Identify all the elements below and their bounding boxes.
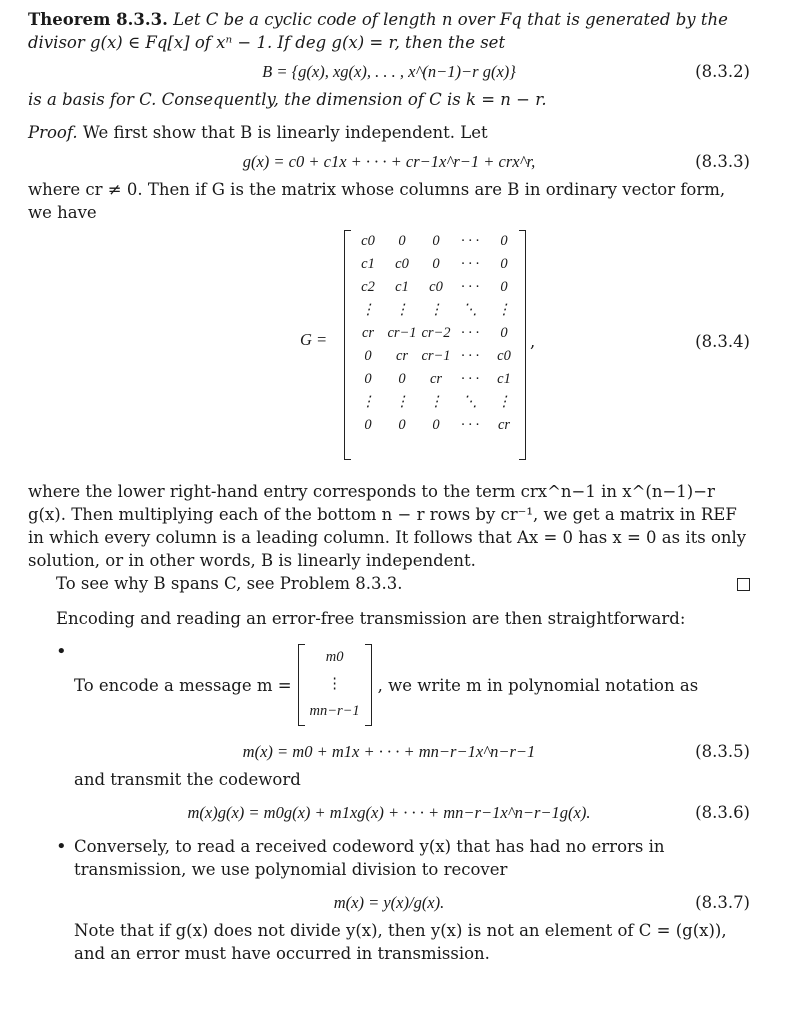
matrix-row: [351, 230, 521, 253]
matrix-cell: c1: [497, 371, 511, 387]
equation-8-3-5-number: (8.3.5): [695, 741, 750, 761]
matrix-cell: ⋱: [462, 302, 478, 318]
equation-8-3-4: [28, 230, 750, 480]
equation-8-3-5: [28, 734, 750, 768]
encoding-intro: Encoding and reading an error-free transmission are then straightforward:: [56, 609, 686, 628]
matrix-cell: cr: [361, 325, 375, 341]
equation-8-3-6: [28, 795, 750, 829]
matrix-cell: c2: [361, 279, 375, 295]
equation-8-3-6-body: m(x)g(x) = m0g(x) + m1xg(x) + · · · + mn−r−1x^n−r−1g(x).: [187, 802, 591, 822]
bullet-encode: [28, 640, 750, 730]
bullet-encode-lead: • To encode a message m =: [74, 675, 292, 695]
matrix-cell: ⋮: [428, 394, 444, 410]
theorem-text: Let C be a cyclic code of length n over Fq that is generated by the divisor g(x) ∈ Fq[x] of xⁿ − 1. If deg g(x) = r, then the set: [28, 10, 728, 52]
page: [28, 8, 750, 965]
equation-8-3-2: [28, 54, 750, 88]
equation-8-3-4-number: (8.3.4): [695, 332, 750, 351]
matrix-cell: · · ·: [460, 279, 480, 295]
equation-8-3-7: [28, 885, 750, 919]
proof-spans: [28, 572, 750, 595]
theorem-conclusion-text: is a basis for C. Consequently, the dimension of C is k = n − r.: [28, 90, 547, 109]
matrix-cell: ⋮: [496, 302, 512, 318]
matrix-cell: cr−1: [421, 348, 451, 364]
matrix-cell: c1: [395, 279, 409, 295]
matrix-cell: · · ·: [460, 256, 480, 272]
equation-8-3-7-body: m(x) = y(x)/g(x).: [333, 892, 445, 912]
matrix-cell: 0: [398, 233, 406, 249]
matrix-cell: 0: [364, 417, 372, 433]
matrix-row: [351, 414, 521, 437]
matrix-cell: ⋮: [428, 302, 444, 318]
matrix-cell: ⋮: [360, 302, 376, 318]
matrix-cell: cr: [395, 348, 409, 364]
transmit-text: and transmit the codeword: [74, 770, 301, 789]
matrix-row: [351, 276, 521, 299]
matrix-row: [351, 345, 521, 368]
matrix-cell: 0: [500, 279, 508, 295]
matrix-cell: c0: [429, 279, 443, 295]
matrix-cell: ⋮: [394, 394, 410, 410]
matrix-cell: c0: [361, 233, 375, 249]
matrix-cell: · · ·: [460, 348, 480, 364]
matrix-cell: · · ·: [460, 371, 480, 387]
matrix-cell: c1: [361, 256, 375, 272]
matrix-cell: 0: [398, 371, 406, 387]
bullet-encode-tail: , we write m in polynomial notation as: [377, 675, 699, 695]
matrix-G: [344, 230, 526, 460]
equation-8-3-6-number: (8.3.6): [695, 802, 750, 822]
matrix-cell: cr−1: [387, 325, 417, 341]
proof-spans-text: To see why B spans C, see Problem 8.3.3.: [56, 574, 403, 593]
matrix-row: [351, 391, 521, 414]
equation-8-3-2-body: B = {g(x), xg(x), . . . , x^(n−1)−r g(x)}: [262, 61, 516, 81]
proof-after-matrix: where the lower right-hand entry corresponds to the term crx^n−1 in x^(n−1)−r g(x). Then multiplying each of the bottom n − r rows by cr⁻¹, we get a matrix in REF in which every column is a leading column. It follows that Ax = 0 has x = 0 as its only solution, or in other words, B is linearly independent.: [28, 482, 747, 570]
matrix-cell: 0: [500, 233, 508, 249]
theorem-statement: [28, 8, 750, 54]
vector-entry: mn−r−1: [309, 703, 360, 719]
matrix-table: [351, 230, 521, 437]
matrix-cell: 0: [500, 325, 508, 341]
matrix-cell: · · ·: [460, 417, 480, 433]
matrix-cell: ⋮: [360, 394, 376, 410]
matrix-cell: cr−2: [421, 325, 451, 341]
matrix-cell: 0: [432, 233, 440, 249]
note-text: Note that if g(x) does not divide y(x), then y(x) is not an element of C = (g(x)), and an error must have occurred in transmission.: [74, 921, 727, 963]
matrix-cell: · · ·: [460, 233, 480, 249]
matrix-cell: ⋱: [462, 394, 478, 410]
proof-intro: [28, 121, 750, 144]
matrix-cell: 0: [364, 348, 372, 364]
matrix-cell: 0: [398, 417, 406, 433]
matrix-row: [351, 322, 521, 345]
matrix-cell: 0: [432, 256, 440, 272]
matrix-cell: 0: [364, 371, 372, 387]
theorem-label: Theorem 8.3.3.: [28, 10, 168, 29]
proof-intro-text: We first show that B is linearly independent. Let: [82, 123, 488, 142]
matrix-row: [351, 368, 521, 391]
matrix-cell: c0: [497, 348, 511, 364]
equation-8-3-2-number: (8.3.2): [695, 61, 750, 81]
matrix-row: [351, 253, 521, 276]
equation-8-3-5-body: m(x) = m0 + m1x + · · · + mn−r−1x^n−r−1: [242, 741, 536, 761]
matrix-cell: · · ·: [460, 325, 480, 341]
equation-8-3-3: [28, 144, 750, 178]
matrix-cell: 0: [500, 256, 508, 272]
equation-8-3-3-body: g(x) = c0 + c1x + · · · + cr−1x^r−1 + crx^r,: [242, 151, 536, 171]
matrix-comma: ,: [530, 332, 536, 351]
matrix-cell: ⋮: [394, 302, 410, 318]
proof-after-833: where cr ≠ 0. Then if G is the matrix whose columns are B in ordinary vector form, we have: [28, 180, 726, 222]
matrix-cell: cr: [497, 417, 511, 433]
bullet-decode: • Conversely, to read a received codeword y(x) that has had no errors in transmission, we use polynomial division to recover: [28, 835, 750, 881]
theorem-conclusion: [28, 88, 750, 111]
equation-8-3-3-number: (8.3.3): [695, 151, 750, 171]
vector-entry: ⋮: [327, 676, 342, 692]
proof-label: Proof.: [28, 123, 78, 142]
message-vector: [298, 644, 372, 726]
matrix-cell: ⋮: [496, 394, 512, 410]
matrix-label: G =: [300, 330, 328, 349]
matrix-cell: c0: [395, 256, 409, 272]
equation-8-3-7-number: (8.3.7): [695, 892, 750, 912]
qed-icon: [737, 578, 750, 591]
matrix-row: [351, 299, 521, 322]
matrix-cell: 0: [432, 417, 440, 433]
matrix-cell: cr: [429, 371, 443, 387]
vector-entry: m0: [325, 649, 344, 665]
